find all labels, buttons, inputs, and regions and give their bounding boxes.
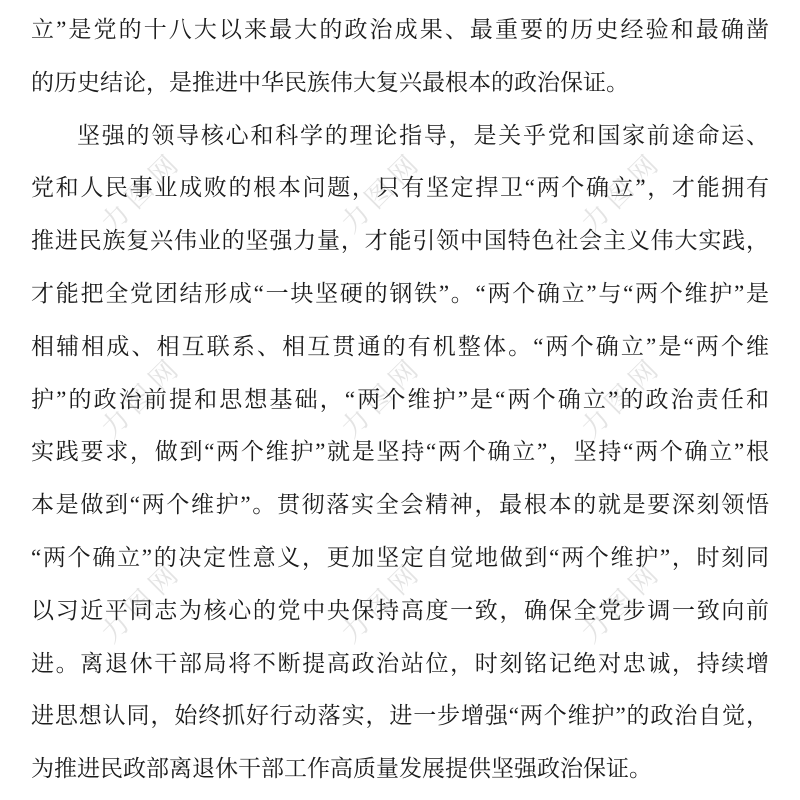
watermark-text: 力图网 <box>335 145 429 239</box>
text-line: 推进民族复兴伟业的坚强力量，才能引领中国特色社会主义伟大实践， <box>31 228 769 254</box>
text-line: 相辅相成、相互联系、相互贯通的有机整体。“两个确立”是“两个维 <box>31 333 769 359</box>
watermark-text: 力图网 <box>95 145 189 239</box>
watermark-text: 力图网 <box>335 555 429 649</box>
text-line: 党和人民事业成败的根本问题，只有坚定捍卫“两个确立”，才能拥有 <box>31 175 769 201</box>
watermark-text: 力图网 <box>335 350 429 444</box>
watermark-text: 力图网 <box>575 145 669 239</box>
text-line: 立”是党的十八大以来最大的政治成果、最重要的历史经验和最确凿 <box>31 17 769 42</box>
text-line: 本是做到“两个维护”。贯彻落实全会精神，最根本的就是要深刻领悟 <box>31 492 769 518</box>
text-line: 坚强的领导核心和科学的理论指导，是关乎党和国家前途命运、 <box>77 122 769 148</box>
text-line: 的历史结论，是推进中华民族伟大复兴最根本的政治保证。 <box>31 69 629 95</box>
text-line: 才能把全党团结形成“一块坚硬的钢铁”。“两个确立”与“两个维护”是 <box>31 280 769 306</box>
text-line: 以习近平同志为核心的党中央保持高度一致，确保全党步调一致向前 <box>31 597 769 623</box>
text-line: 进思想认同，始终抓好行动落实，进一步增强“两个维护”的政治自觉， <box>31 703 769 729</box>
text-line: 进。离退休干部局将不断提高政治站位，时刻铭记绝对忠诚，持续增 <box>31 650 769 676</box>
watermark-text: 力图网 <box>95 350 189 444</box>
watermark-text: 力图网 <box>95 555 189 649</box>
text-line: 为推进民政部离退休干部工作高质量发展提供坚强政治保证。 <box>31 756 652 782</box>
text-line: “两个确立”的决定性意义，更加坚定自觉地做到“两个维护”，时刻同 <box>31 544 769 570</box>
watermark-text: 力图网 <box>575 555 669 649</box>
text-line: 护”的政治前提和思想基础，“两个维护”是“两个确立”的政治责任和 <box>31 386 769 412</box>
text-line: 实践要求，做到“两个维护”就是坚持“两个确立”，坚持“两个确立”根 <box>31 439 769 465</box>
watermark-text: 力图网 <box>575 350 669 444</box>
